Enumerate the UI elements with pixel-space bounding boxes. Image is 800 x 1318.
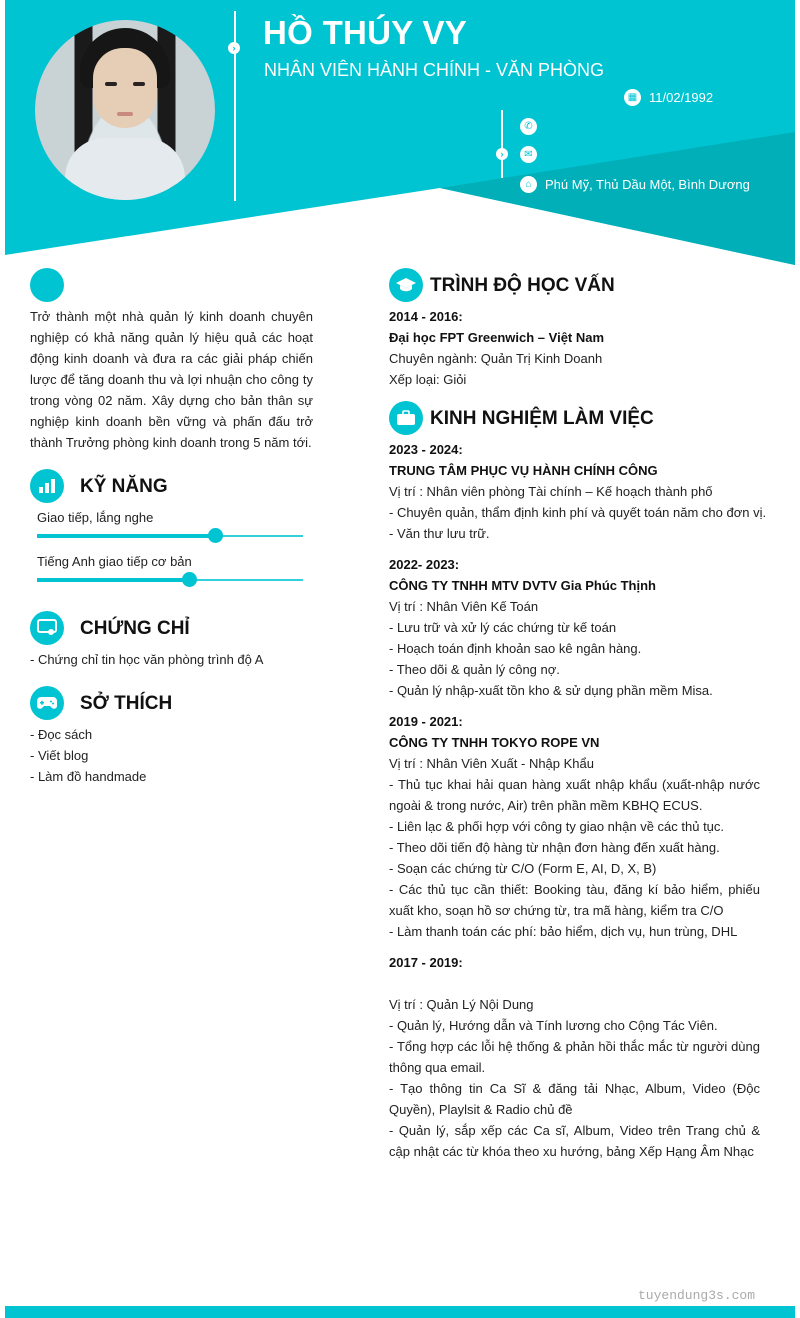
target-icon [30, 268, 64, 302]
experience-title: KINH NGHIỆM LÀM VIỆC [430, 408, 654, 429]
briefcase-icon [389, 401, 423, 435]
gamepad-icon [30, 686, 64, 720]
job-company: CÔNG TY TNHH TOKYO ROPE VN [389, 735, 600, 750]
footer-bar [5, 1306, 795, 1318]
job-period: 2022- 2023: [389, 557, 460, 572]
contact-phone [520, 118, 545, 135]
contact-divider [501, 110, 503, 178]
job-task: - Thủ tục khai hải quan hàng xuất nhập khẩu (xuất-nhập nước ngoài & trong nước, Air) trên phần mềm KBHQ ECUS. [389, 777, 760, 813]
job-task: - Lưu trữ và xử lý các chứng từ kế toán [389, 620, 617, 635]
job-position: Vị trí : Nhân viên phòng Tài chính – Kế hoạch thành phố [389, 484, 713, 499]
job-task: - Theo dõi tiến độ hàng từ nhận đơn hàng đến xuất hàng. [389, 840, 720, 855]
email-icon: ✉ [520, 146, 537, 163]
job-task: - Tạo thông tin Ca Sĩ & đăng tải Nhạc, Album, Video (Độc Quyền), Playlsit & Radio chủ đề [389, 1081, 760, 1117]
education-school: Đại học FPT Greenwich – Việt Nam [389, 330, 605, 345]
skill-level-knob [182, 572, 197, 587]
contact-email [520, 146, 545, 163]
phone-icon: ✆ [520, 118, 537, 135]
contact-address [520, 176, 750, 193]
job-task: - Văn thư lưu trữ. [389, 526, 490, 541]
skills-title: KỸ NĂNG [80, 476, 168, 497]
certificate-icon [30, 611, 64, 645]
address-value: Phú Mỹ, Thủ Dầu Một, Bình Dương [545, 177, 750, 192]
chevron-right-icon: › [496, 148, 508, 160]
skill-label: Tiếng Anh giao tiếp cơ bản [37, 554, 192, 569]
skill-fill [37, 578, 189, 582]
job-position: Vị trí : Quản Lý Nội Dung [389, 997, 534, 1012]
job-task: - Tổng hợp các lỗi hệ thống & phản hồi thắc mắc từ người dùng thông qua email. [389, 1039, 760, 1075]
education-grade: Xếp loại: Giỏi [389, 372, 467, 387]
hobby-item: - Đọc sách [30, 727, 93, 742]
watermark: tuyendung3s.com [638, 1288, 756, 1303]
job-position: Vị trí : Nhân Viên Kế Toán [389, 599, 539, 614]
birthday-value: 11/02/1992 [649, 90, 714, 105]
candidate-name: HỒ THÚY VY [263, 14, 468, 51]
hobbies-title: SỞ THÍCH [80, 693, 173, 714]
job-task: - Các thủ tục cần thiết: Booking tàu, đăng kí bảo hiểm, phiếu xuất kho, soạn hồ sơ chứng từ, tra mã hàng, kiểm tra C/O [389, 882, 760, 918]
job-task: - Quản lý, Hướng dẫn và Tính lương cho Cộng Tác Viên. [389, 1018, 718, 1033]
job-task: - Liên lạc & phối hợp với công ty giao nhận về các thủ tục. [389, 819, 725, 834]
skill-fill [37, 534, 215, 538]
skill-level-knob [208, 528, 223, 543]
education-title: TRÌNH ĐỘ HỌC VẤN [430, 275, 615, 296]
job-period: 2019 - 2021: [389, 714, 463, 729]
chevron-right-icon: › [228, 42, 240, 54]
calendar-icon: ▦ [624, 89, 641, 106]
contact-birthday [624, 89, 713, 106]
job-task: - Làm thanh toán các phí: bảo hiểm, dịch vụ, hun trùng, DHL [389, 924, 738, 939]
certificates-title: CHỨNG CHỈ [80, 618, 190, 639]
education-period: 2014 - 2016: [389, 309, 463, 324]
job-task: - Soạn các chứng từ C/O (Form E, AI, D, X, B) [389, 861, 657, 876]
job-position: Vị trí : Nhân Viên Xuất - Nhập Khẩu [389, 756, 594, 771]
education-major: Chuyên ngành: Quản Trị Kinh Doanh [389, 351, 603, 366]
job-period: 2017 - 2019: [389, 955, 463, 970]
job-period: 2023 - 2024: [389, 442, 463, 457]
profile-photo [35, 20, 215, 200]
job-task: - Quản lý nhập-xuất tồn kho & sử dụng phần mềm Misa. [389, 683, 713, 698]
job-company: TRUNG TÂM PHỤC VỤ HÀNH CHÍNH CÔNG [389, 463, 658, 478]
job-company: CÔNG TY TNHH MTV DVTV Gia Phúc Thịnh [389, 578, 656, 593]
job-task: - Quản lý, sắp xếp các Ca sĩ, Album, Video trên Trang chủ & cập nhật các từ khóa theo xu hướng, bảng Xếp Hạng Âm Nhạc [389, 1123, 760, 1159]
job-task: - Hoạch toán định khoản sao kê ngân hàng. [389, 641, 642, 656]
job-title: NHÂN VIÊN HÀNH CHÍNH - VĂN PHÒNG [264, 60, 605, 80]
home-icon: ⌂ [520, 176, 537, 193]
header-divider [234, 11, 236, 201]
bar-chart-icon [30, 469, 64, 503]
hobby-item: - Làm đồ handmade [30, 769, 147, 784]
skill-label: Giao tiếp, lắng nghe [37, 510, 154, 525]
job-task: - Chuyên quản, thẩm định kinh phí và quyết toán năm cho đơn vị. [389, 505, 767, 520]
certificate-item: - Chứng chỉ tin học văn phòng trình độ A [30, 652, 264, 667]
objective-text: Trở thành một nhà quản lý kinh doanh chuyên nghiệp có khả năng quản lý hiệu quả các hoạt động kinh doanh và đưa ra các giải pháp chiến lược để tăng doanh thu và lợi nhuận cho công ty trong vòng 02 năm. Xây dựng cho bản thân sự nghiệp kinh doanh bền vững và phấn đấu trở thành Trưởng phòng kinh doanh trong 5 năm tới. [30, 309, 313, 450]
job-task: - Theo dõi & quản lý công nợ. [389, 662, 560, 677]
graduation-cap-icon [389, 268, 423, 302]
hobby-item: - Viết blog [30, 748, 89, 763]
